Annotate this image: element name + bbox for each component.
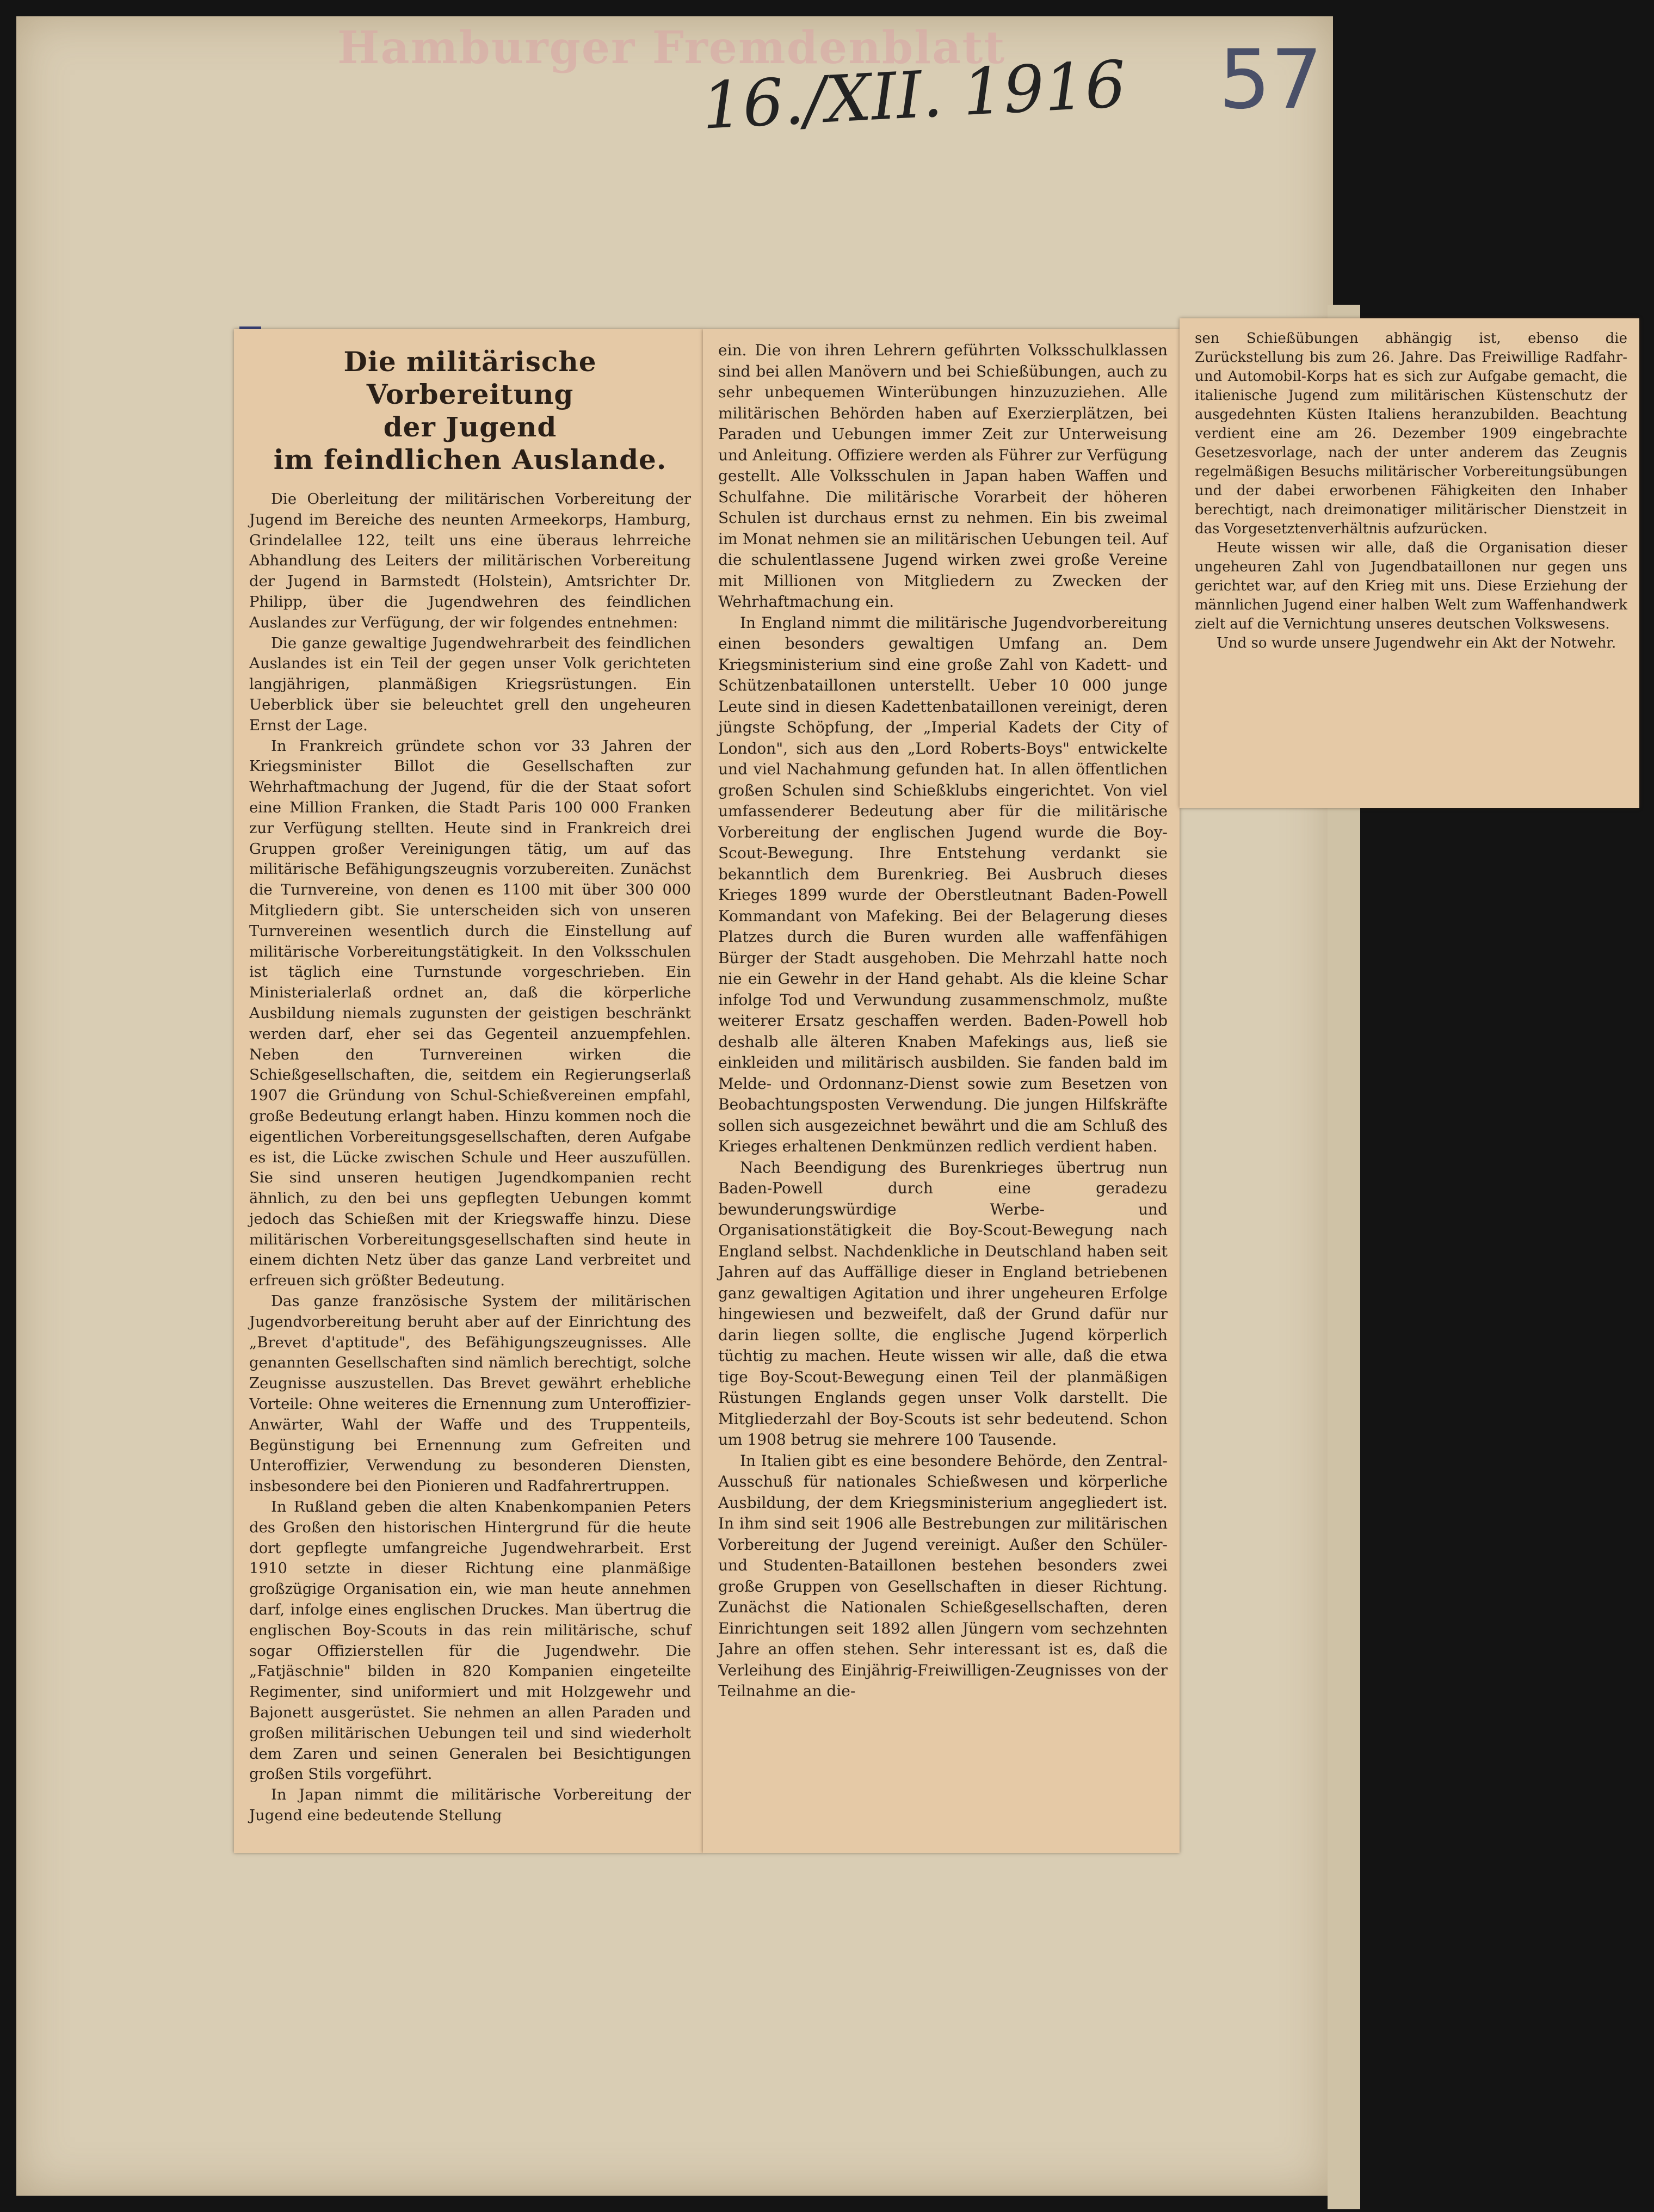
paragraph: Heute wissen wir alle, daß die Organisation dieser ungeheuren Zahl von Jugendbataillonen nur gegen uns gerichtet war, auf den Krieg mit uns. Diese Erziehung der männlichen Jugend einer halben Welt zum Waffenhandwerk zielt auf die Vernichtung unseres deutschen Volkswesens. (1195, 540, 1627, 632)
clipping-column-3 (1180, 318, 1639, 808)
paragraph: In Japan nimmt die militärische Vorbereitung der Jugend eine bedeutende Stellung (249, 1786, 691, 1824)
headline-line-3: im feindlichen Auslande. (273, 443, 667, 476)
paragraph: Das ganze französische System der militärischen Jugendvorbereitung beruht aber auf der Einrichtung des „Brevet d'aptitude", des Befähigungszeugnisses. Alle genannten Gesellschaften sind nämlich berechtigt, solche Zeugnisse auszustellen. Das Brevet gewährt erhebliche Vorteile: Ohne weiteres die Ernennung zum Unteroffizier-Anwärter, Wahl der Waffe und des Truppenteils, Begünstigung bei Ernennung zum Gefreiten und Unteroffizier, Verwendung zu besonderen Diensten, insbesondere bei den Pionieren und Radfahrertruppen. (249, 1292, 691, 1495)
paragraph: In Rußland geben die alten Knabenkompanien Peters des Großen den historischen Hintergrund für die heute dort gepflegte umfangreiche Jugendwehrarbeit. Erst 1910 setzte in dieser Richtung eine planmäßige großzügige Organisation ein, wie man heute annehmen darf, infolge eines englischen Druckes. Man übertrug die englischen Boy-Scouts in das rein militärische, schuf sogar Offizierstellen für die Jugendwehr. Die „Fatjäschnie" bilden in 820 Kompanien eingeteilte Regimenter, sind uniformiert und mit Holzgewehr und Bajonett ausgerüstet. Sie nehmen an allen Paraden und großen militärischen Uebungen teil und sind wiederholt dem Zaren und seinen Generalen bei Besichtigungen großen Stils vorgeführt. (249, 1498, 691, 1783)
clipping-column-1 (234, 329, 703, 1853)
paragraph: ein. Die von ihren Lehrern geführten Volksschulklassen sind bei allen Manövern und bei Schießübungen, auch zu sehr unbequemen Winterübungen hinzuzuziehen. Alle militärischen Behörden haben auf Exerzierplätzen, bei Paraden und Uebungen immer Zeit zur Unterweisung und Anleitung. Offiziere werden als Führer zur Verfügung gestellt. Alle Volksschulen in Japan haben Waffen und Schulfahne. Die militärische Vorarbeit der höheren Schulen ist durchaus ernst zu nehmen. Ein bis zweimal im Monat nehmen sie an militärischen Uebungen teil. Auf die schulentlassene Jugend wirken zwei große Vereine mit Millionen von Mitgliedern zu Zwecken der Wehrhaftmachung ein. (718, 341, 1168, 611)
paragraph: In Italien gibt es eine besondere Behörde, den Zentral-Ausschuß für nationales Schießwesen und körperliche Ausbildung, der dem Kriegsministerium angegliedert ist. In ihm sind seit 1906 alle Bestrebungen zur militärischen Vorbereitung der Jugend vereinigt. Außer den Schüler- und Studenten-Bataillonen bestehen besonders zwei große Gruppen von Gesellschaften in dieser Richtung. Zunächst die Nationalen Schießgesellschaften, deren Einrichtungen seit 1892 allen Jüngern vom sechzehnten Jahre an offen stehen. Sehr interessant ist es, daß die Verleihung des Einjährig-Freiwilligen-Zeugnisses von der Teilnahme an die- (718, 1451, 1168, 1700)
paragraph: Nach Beendigung des Burenkrieges übertrug nun Baden-Powell durch eine geradezu bewunderungswürdige Werbe- und Organisationstätigkeit die Boy-Scout-Bewegung nach England selbst. Nachdenkliche in Deutschland haben seit Jahren auf das Auffällige dieser in England betriebenen ganz gewaltigen Agitation und ihrer ungeheuren Erfolge hingewiesen und bezweifelt, daß der Grund dafür nur darin liegen sollte, die englische Jugend körperlich tüchtig zu machen. Heute wissen wir alle, daß die etwa tige Boy-Scout-Bewegung einen Teil der planmäßigen Rüstungen Englands gegen unser Volk darstellt. Die Mitgliederzahl der Boy-Scouts ist sehr bedeutend. Schon um 1908 betrug sie mehrere 100 Tausende. (718, 1158, 1168, 1449)
clipping-column-2 (703, 329, 1180, 1853)
column-3-text (1195, 329, 1627, 797)
column-2-text (718, 340, 1168, 1842)
handwritten-date: 16./XII. 1916 (700, 46, 1128, 144)
newspaper-stamp: Hamburger Fremdenblatt (337, 22, 1006, 74)
paragraph: In Frankreich gründete schon vor 33 Jahren der Kriegsminister Billot die Gesellschaften zur Wehrhaftmachung der Jugend, für die der Staat sofort eine Million Franken, die Stadt Paris 100 000 Franken zur Verfügung stellten. Heute sind in Frankreich drei Gruppen großer Vereinigungen tätig, um auf das militärische Befähigungszeugnis vorzubereiten. Zunächst die Turnvereine, von denen es 1100 mit über 300 000 Mitgliedern gibt. Sie unterscheiden sich von unseren Turnvereinen wesentlich durch die Einstellung auf militärische Vorbereitungstätigkeit. In den Volksschulen ist täglich eine Turnstunde vorgeschrieben. Ein Ministerialerlaß ordnet an, daß die körperliche Ausbildung niemals zugunsten der geistigen beschränkt werden darf, eher sei das Gegenteil anzuempfehlen. Neben den Turnvereinen wirken die Schießgesellschaften, die, seitdem ein Regierungserlaß 1907 die Gründung von Schul-Schießvereinen empfahl, große Bedeutung erlangt haben. Hinzu kommen noch die eigentlichen Vorbereitungsgesellschaften, deren Aufgabe es ist, die Lücke zwischen Schule und Heer auszufüllen. Sie sind unseren heutigen Jugendkompanien recht ähnlich, zu den bei uns gepflegten Uebungen kommt jedoch das Schießen mit der Kriegswaffe hinzu. Diese militärischen Vorbereitungsgesellschaften sind heute in einem dichten Netz über das ganze Land verbreitet und erfreuen sich größter Bedeutung. (249, 737, 691, 1290)
handwritten-number: 57 (1219, 33, 1323, 127)
paragraph: In England nimmt die militärische Jugendvorbereitung einen besonders gewaltigen Umfang an. Dem Kriegsministerium sind eine große Zahl von Kadett- und Schützenbataillonen unterstellt. Ueber 10 000 junge Leute sind in diesen Kadettenbataillonen vereinigt, deren jüngste Schöpfung, der „Imperial Kadets der City of London", sich aus den „Lord Roberts-Boys" entwickelte und viel Nachahmung gefunden hat. In allen öffentlichen großen Schulen sind Schießklubs eingerichtet. Von viel umfassenderer Bedeutung aber für die militärische Vorbereitung der englischen Jugend wurde die Boy-Scout-Bewegung. Ihre Entstehung verdankt sie bekanntlich dem Burenkrieg. Bei Ausbruch dieses Krieges 1899 wurde der Oberstleutnant Baden-Powell Kommandant von Mafeking. Bei der Belagerung dieses Platzes durch die Buren wurden alle waffenfähigen Bürger der Stadt ausgehoben. Die Mehrzahl hatte noch nie ein Gewehr in der Hand gehabt. Als die kleine Schar infolge Tod und Verwundung zusammenschmolz, mußte weiterer Ersatz geschaffen werden. Baden-Powell hob deshalb alle älteren Knaben Mafekings aus, ließ sie einkleiden und militärisch ausbilden. Sie fanden bald im Melde- und Ordonnanz-Dienst sowie zum Besetzen von Beobachtungsposten Verwendung. Die jungen Hilfskräfte sollen sich ausgezeichnet bewährt und die am Schluß des Krieges erhaltenen Denkmünzen redlich verdient haben. (718, 613, 1168, 1155)
paragraph: Die Oberleitung der militärischen Vorbereitung der Jugend im Bereiche des neunten Armeekorps, Hamburg, Grindelallee 122, teilt uns eine überaus lehrreiche Abhandlung des Leiters der militärischen Vorbereitung der Jugend in Barmstedt (Holstein), Amtsrichter Dr. Philipp, über die Jugendwehren des feindlichen Auslandes zur Verfügung, der wir folgendes entnehmen: (249, 490, 691, 631)
paragraph: Und so wurde unsere Jugendwehr ein Akt der Notwehr. (1217, 635, 1616, 651)
headline-line-2: der Jugend (383, 411, 557, 443)
paragraph: sen Schießübungen abhängig ist, ebenso die Zurückstellung bis zum 26. Jahre. Das Freiwillige Radfahr- und Automobil-Korps hat es sich zur Aufgabe gemacht, die italienische Jugend zum militärischen Küstenschutz der ausgedehnten Küsten Italiens heranzubilden. Beachtung verdient eine am 26. Dezember 1909 eingebrachte Gesetzesvorlage, nach der unter anderem das Zeugnis regelmäßigen Besuchs militärischer Vorbereitungsübungen und der dabei erworbenen Fähigkeiten den Inhaber berechtigt, nach dreimonatiger militärischer Dienstzeit in das Vorgesetztenverhältnis aufzurücken. (1195, 330, 1627, 537)
column-1-text (249, 340, 691, 1842)
headline-line-1: Die militärische Vorbereitung (343, 346, 597, 410)
paragraph: Die ganze gewaltige Jugendwehrarbeit des feindlichen Auslandes ist ein Teil der gegen unser Volk gerichteten langjährigen, planmäßigen Kriegsrüstungen. Ein Ueberblick über sie beleuchtet grell den ungeheuren Ernst der Lage. (249, 634, 691, 734)
article-headline (249, 346, 691, 476)
